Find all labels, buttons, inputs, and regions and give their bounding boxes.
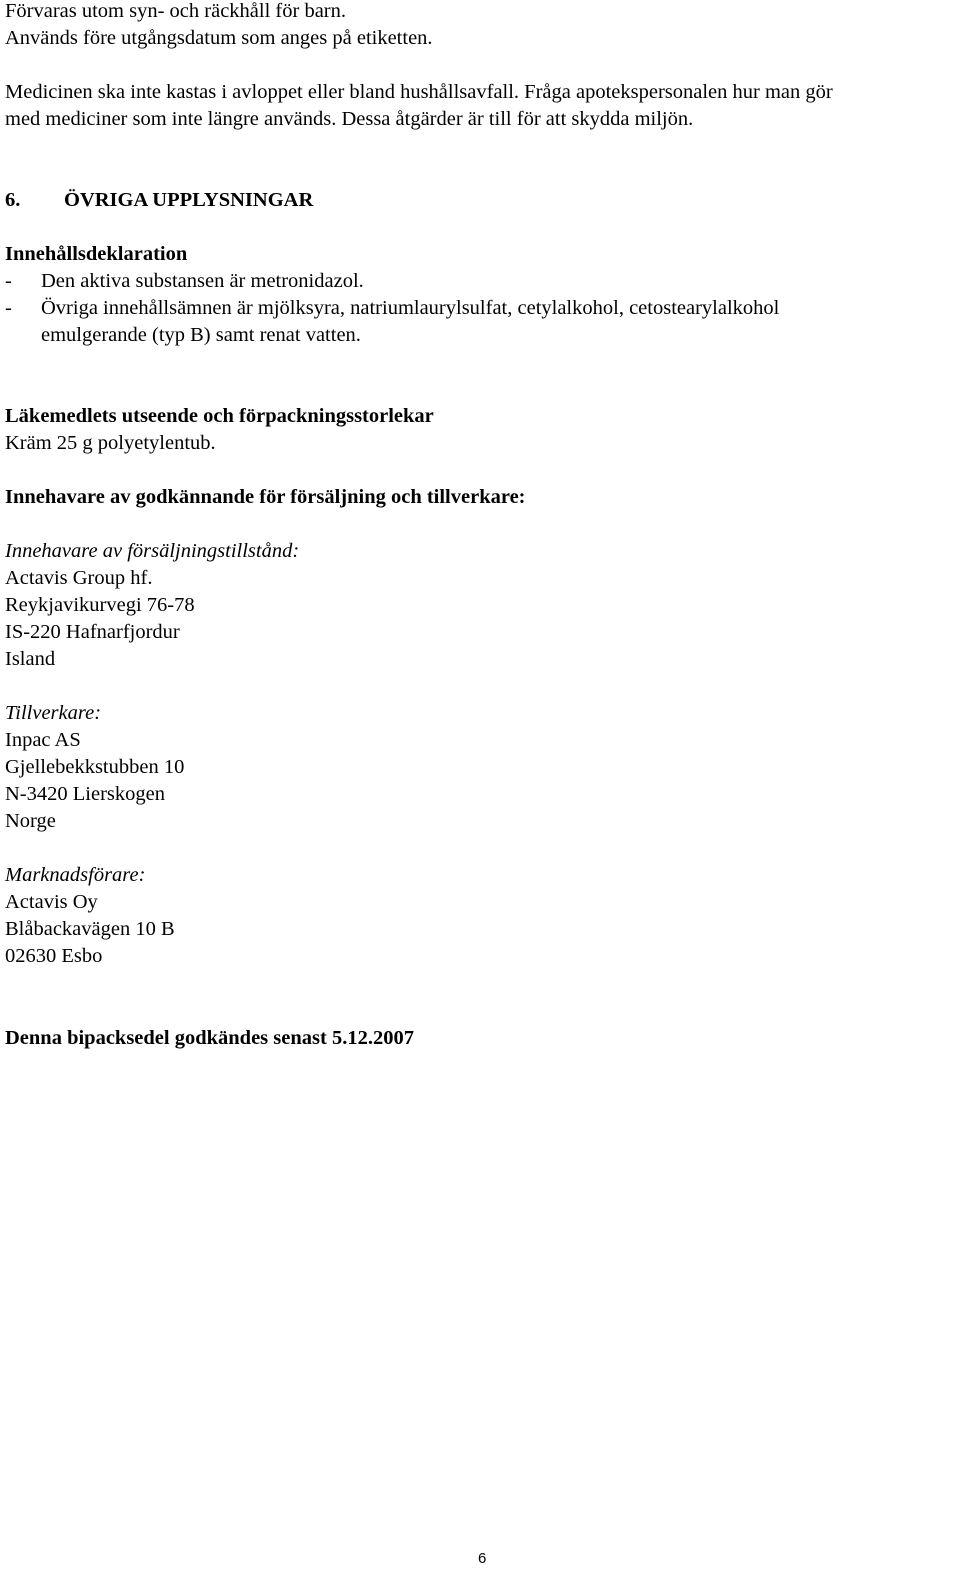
contents-item-2-line-2: emulgerande (typ B) samt renat vatten. xyxy=(41,324,361,346)
manufacturer-line: Norge xyxy=(5,810,56,832)
section-title: ÖVRIGA UPPLYSNINGAR xyxy=(64,189,314,211)
mah-label: Innehavare av försäljningstillstånd: xyxy=(5,540,300,562)
contents-item-2-line-1: Övriga innehållsämnen är mjölksyra, natriumlaurylsulfat, cetylalkohol, cetostearylalkohol xyxy=(41,297,780,319)
disposal-line-2: med mediciner som inte längre används. Dessa åtgärder är till för att skydda miljön. xyxy=(5,108,694,130)
manufacturer-line: Gjellebekkstubben 10 xyxy=(5,756,185,778)
marketer-line: Actavis Oy xyxy=(5,891,98,913)
appearance-heading: Läkemedlets utseende och förpackningsstorlekar xyxy=(5,405,434,427)
disposal-line-1: Medicinen ska inte kastas i avloppet eller bland hushållsavfall. Fråga apotekspersonalen hur man gör xyxy=(5,81,833,103)
storage-line-2: Används före utgångsdatum som anges på etiketten. xyxy=(5,27,433,49)
bullet-dash: - xyxy=(5,270,12,292)
marketer-line: 02630 Esbo xyxy=(5,945,103,967)
mah-line: IS-220 Hafnarfjordur xyxy=(5,621,180,643)
contents-item-1-text: Den aktiva substansen är metronidazol. xyxy=(41,270,364,292)
holder-heading: Innehavare av godkännande för försäljning och tillverkare: xyxy=(5,486,526,508)
section-number: 6. xyxy=(5,189,21,211)
marketer-label: Marknadsförare: xyxy=(5,864,146,886)
manufacturer-line: N-3420 Lierskogen xyxy=(5,783,165,805)
contents-heading: Innehållsdeklaration xyxy=(5,243,188,265)
storage-line-1: Förvaras utom syn- och räckhåll för barn. xyxy=(5,0,346,22)
mah-line: Island xyxy=(5,648,56,670)
marketer-line: Blåbackavägen 10 B xyxy=(5,918,175,940)
approval-statement: Denna bipacksedel godkändes senast 5.12.2007 xyxy=(5,1027,414,1049)
bullet-dash: - xyxy=(5,297,12,319)
mah-line: Reykjavikurvegi 76-78 xyxy=(5,594,195,616)
page-number: 6 xyxy=(478,1550,487,1567)
mah-line: Actavis Group hf. xyxy=(5,567,153,589)
manufacturer-line: Inpac AS xyxy=(5,729,81,751)
appearance-text: Kräm 25 g polyetylentub. xyxy=(5,432,216,454)
manufacturer-label: Tillverkare: xyxy=(5,702,102,724)
